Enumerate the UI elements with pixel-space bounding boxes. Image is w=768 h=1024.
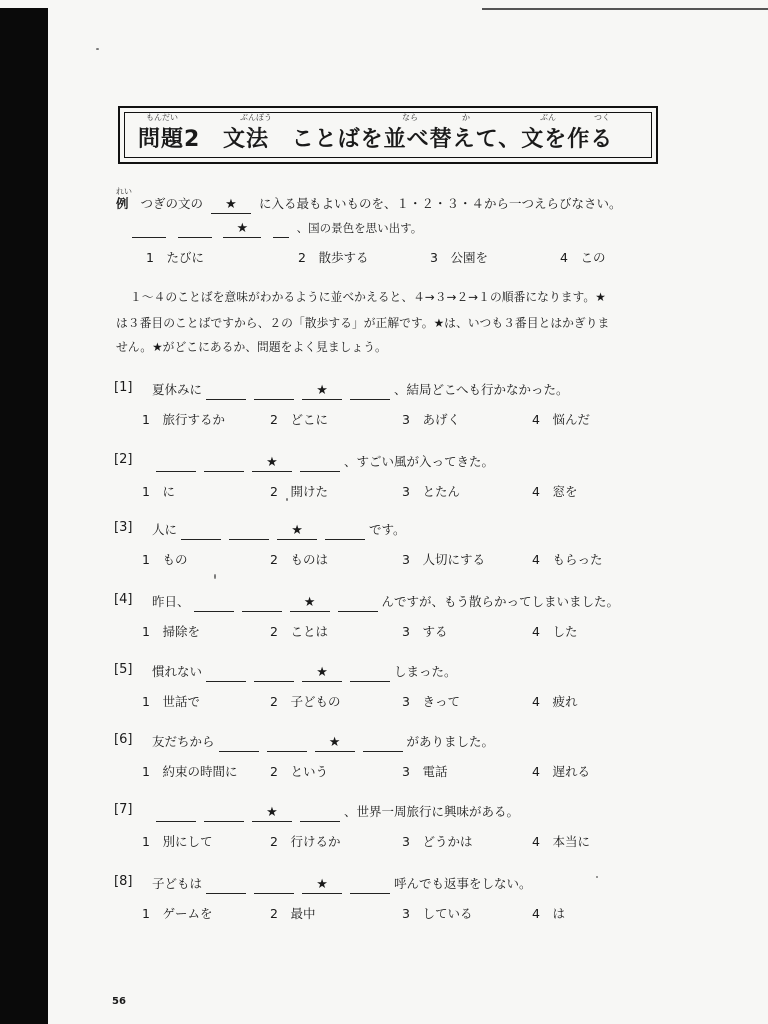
answer-option: 1 世話で: [142, 694, 200, 709]
example-option-1: 1 たびに: [146, 250, 204, 265]
question-number: [5]: [114, 662, 133, 677]
answer-blank: [254, 669, 294, 682]
question-suffix: 、すごい風が入ってきた。: [344, 454, 495, 469]
answer-option: 1 旅行するか: [142, 412, 225, 427]
question-prefix: 昨日、: [152, 594, 190, 609]
question-number: [6]: [114, 732, 133, 747]
question-suffix: です。: [369, 522, 406, 537]
answer-blank: [156, 809, 196, 822]
example-label: 例: [116, 196, 129, 211]
answer-blank: [219, 739, 259, 752]
answer-blank: [204, 809, 244, 822]
question-prefix: 友だちから: [152, 734, 215, 749]
answer-blank: [254, 881, 294, 894]
answer-option: 2 行けるか: [270, 834, 341, 849]
question-number: [3]: [114, 520, 133, 535]
answer-option: 3 きって: [402, 694, 460, 709]
question-sentence: [152, 452, 494, 472]
example-option-3: 3 公園を: [430, 250, 488, 265]
answer-option: 1 もの: [142, 552, 188, 567]
answer-option: 4 疲れ: [532, 694, 578, 709]
top-edge-line: [482, 8, 768, 10]
answer-option: 2 という: [270, 764, 328, 779]
furigana-mondai: もんだい: [146, 113, 178, 122]
example-sentence: ★ 、国の景色を思い出す。: [128, 220, 422, 238]
answer-blank: [156, 459, 196, 472]
binding-edge: [0, 0, 48, 1024]
scan-speck: [596, 876, 598, 878]
star-blank: ★: [252, 457, 292, 472]
furigana-ka: か: [462, 113, 470, 122]
explanation-line-3: せん。★がどこにあるか、問題をよく見ましょう。: [116, 340, 387, 354]
question-number: [2]: [114, 452, 133, 467]
answer-option: 4 悩んだ: [532, 412, 590, 427]
question-suffix: 呼んでも返事をしない。: [394, 876, 532, 891]
star-blank: ★: [290, 597, 330, 612]
question-suffix: 、結局どこへも行かなかった。: [394, 382, 569, 397]
answer-blank: [206, 669, 246, 682]
question-number: [1]: [114, 380, 133, 395]
answer-blank: [350, 881, 390, 894]
answer-blank: [363, 739, 403, 752]
furigana-tsuku: つく: [594, 113, 610, 122]
answer-option: 4 遅れる: [532, 764, 590, 779]
answer-blank: [206, 881, 246, 894]
question-suffix: がありました。: [406, 734, 495, 749]
answer-option: 4 は: [532, 906, 565, 921]
answer-option: 1 約束の時間に: [142, 764, 238, 779]
question-prefix: 人に: [152, 522, 178, 537]
question-sentence: [152, 874, 532, 894]
answer-blank: [325, 527, 365, 540]
answer-option: 1 に: [142, 484, 175, 499]
answer-option: 4 もらった: [532, 552, 603, 567]
example-option-4: 4 この: [560, 250, 606, 265]
question-suffix: しまった。: [394, 664, 457, 679]
answer-blank: [242, 599, 282, 612]
answer-blank: [206, 387, 246, 400]
answer-blank: [350, 387, 390, 400]
title-instruction: ことばを並べ替えて、文を作る: [291, 127, 614, 152]
page-title: [138, 122, 613, 153]
furigana-nara: なら: [402, 113, 418, 122]
explanation-line-1: １～４のことばを意味がわかるように並べかえると、４→３→２→１の順番になります。★: [130, 290, 606, 304]
question-suffix: 、世界一周旅行に興味がある。: [344, 804, 520, 819]
star-blank: ★: [302, 385, 342, 400]
answer-blank: [338, 599, 378, 612]
explanation-line-2: は３番目のことばですから、２の「散歩する」が正解です。★は、いつも３番目とはかぎりま: [116, 316, 610, 330]
answer-option: 3 どうかは: [402, 834, 473, 849]
answer-option: 1 掃除を: [142, 624, 200, 639]
answer-option: 2 どこに: [270, 412, 328, 427]
answer-option: 2 子どもの: [270, 694, 341, 709]
answer-option: 1 別にして: [142, 834, 213, 849]
question-number: [7]: [114, 802, 133, 817]
answer-option: 3 している: [402, 906, 473, 921]
page-number: 56: [112, 996, 126, 1007]
star-blank: ★: [252, 807, 292, 822]
star-blank: ★: [277, 525, 317, 540]
question-sentence: [152, 380, 569, 400]
answer-option: 4 窓を: [532, 484, 578, 499]
question-prefix: 慣れない: [152, 664, 203, 679]
answer-blank: [300, 459, 340, 472]
star-blank: ★: [211, 199, 251, 214]
example-option-2: 2 散歩する: [298, 250, 369, 265]
question-sentence: [152, 520, 406, 540]
answer-option: 3 する: [402, 624, 448, 639]
question-prefix: 子どもは: [152, 876, 203, 891]
answer-blank: [194, 599, 234, 612]
question-number: [8]: [114, 874, 133, 889]
scan-speck: [214, 574, 216, 579]
answer-blank: [300, 809, 340, 822]
answer-option: 2 最中: [270, 906, 316, 921]
question-prefix: 夏休みに: [152, 382, 203, 397]
answer-option: 2 開けた: [270, 484, 328, 499]
question-sentence: [152, 802, 519, 822]
example-instruction: 例 つぎの文の ★ に入る最もよいものを、１・２・３・４から一つえらびなさい。: [116, 196, 622, 212]
question-suffix: んですが、もう散らかってしまいました。: [381, 594, 620, 609]
question-sentence: [152, 662, 457, 682]
answer-blank: [350, 669, 390, 682]
answer-option: 3 とたん: [402, 484, 460, 499]
answer-option: 2 ことは: [270, 624, 328, 639]
furigana-rei: れい: [116, 187, 132, 196]
binding-edge-gap: [0, 0, 48, 8]
question-sentence: [152, 592, 619, 612]
answer-blank: [254, 387, 294, 400]
answer-blank: [267, 739, 307, 752]
star-blank: ★: [302, 667, 342, 682]
answer-option: 4 本当に: [532, 834, 590, 849]
furigana-bun: ぶん: [540, 113, 556, 122]
answer-option: 2 ものは: [270, 552, 328, 567]
answer-blank: [181, 527, 221, 540]
scan-speck: [96, 48, 99, 50]
answer-option: 4 した: [532, 624, 578, 639]
question-sentence: [152, 732, 494, 752]
question-number: [4]: [114, 592, 133, 607]
answer-blank: [229, 527, 269, 540]
star-blank: ★: [302, 879, 342, 894]
star-blank: ★: [315, 737, 355, 752]
title-mondai: 問題2: [138, 127, 201, 152]
answer-option: 1 ゲームを: [142, 906, 213, 921]
answer-option: 3 電話: [402, 764, 448, 779]
furigana-bunpou: ぶんぽう: [240, 113, 272, 122]
answer-option: 3 あげく: [402, 412, 460, 427]
answer-option: 3 人切にする: [402, 552, 485, 567]
answer-blank: [204, 459, 244, 472]
title-bunpou: 文法: [222, 127, 269, 152]
